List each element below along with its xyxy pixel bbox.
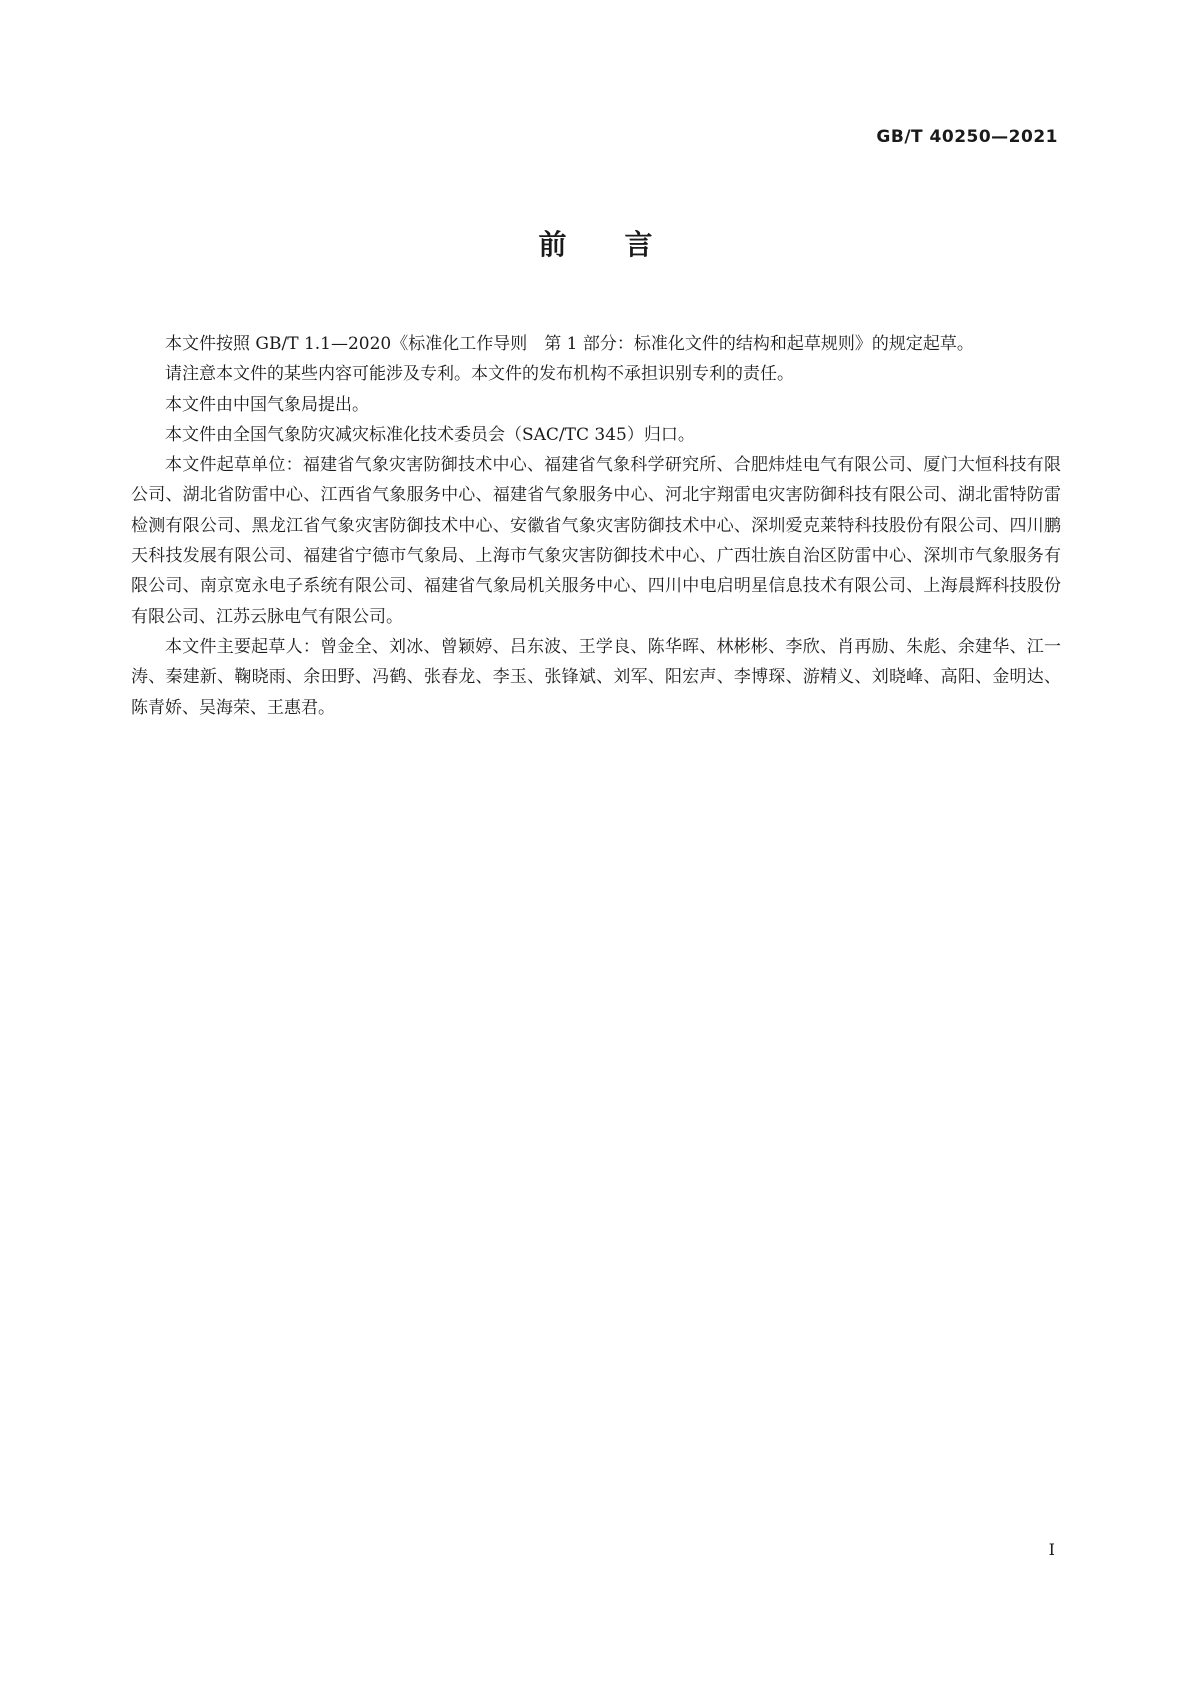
page-title xyxy=(0,228,1191,262)
paragraph-main-drafters: 本文件主要起草人：曾金全、刘冰、曾颖婷、吕东波、王学良、陈华晖、林彬彬、李欣、肖再励、朱彪、余建华、江一涛、秦建新、鞠晓雨、余田野、冯鹤、张春龙、李玉、张锋斌、刘军、阳宏声、李博琛、游精义、刘晓峰、高阳、金明达、陈青娇、吴海荣、王惠君。 xyxy=(131,636,1061,718)
title-char-2: 言 xyxy=(624,228,653,261)
paragraph-technical-committee: 本文件由全国气象防灾减灾标准化技术委员会（SAC/TC 345）归口。 xyxy=(165,424,695,445)
paragraph-drafting-basis: 本文件按照 GB/T 1.1—2020《标准化工作导则 第 1 部分：标准化文件的结构和起草规则》的规定起草。 xyxy=(165,334,974,354)
paragraph-patent-notice: 请注意本文件的某些内容可能涉及专利。本文件的发布机构不承担识别专利的责任。 xyxy=(165,364,794,385)
standard-number: GB/T 40250—2021 xyxy=(876,127,1058,147)
foreword-body xyxy=(131,329,1061,723)
page-number: I xyxy=(1048,1540,1055,1559)
paragraph-proposer: 本文件由中国气象局提出。 xyxy=(165,394,369,415)
paragraph-drafting-units: 本文件起草单位：福建省气象灾害防御技术中心、福建省气象科学研究所、合肥炜烓电气有限公司、厦门大恒科技有限公司、湖北省防雷中心、江西省气象服务中心、福建省气象服务中心、河北宇翔雷电灾害防御科技有限公司、湖北雷特防雷检测有限公司、黑龙江省气象灾害防御技术中心、安徽省气象灾害防御技术中心、深圳爱克莱特科技股份有限公司、四川鹏天科技发展有限公司、福建省宁德市气象局、上海市气象灾害防御技术中心、广西壮族自治区防雷中心、深圳市气象服务有限公司、南京宽永电子系统有限公司、福建省气象局机关服务中心、四川中电启明星信息技术有限公司、上海晨辉科技股份有限公司、江苏云脉电气有限公司。 xyxy=(131,455,1061,627)
title-char-1: 前 xyxy=(538,228,567,261)
